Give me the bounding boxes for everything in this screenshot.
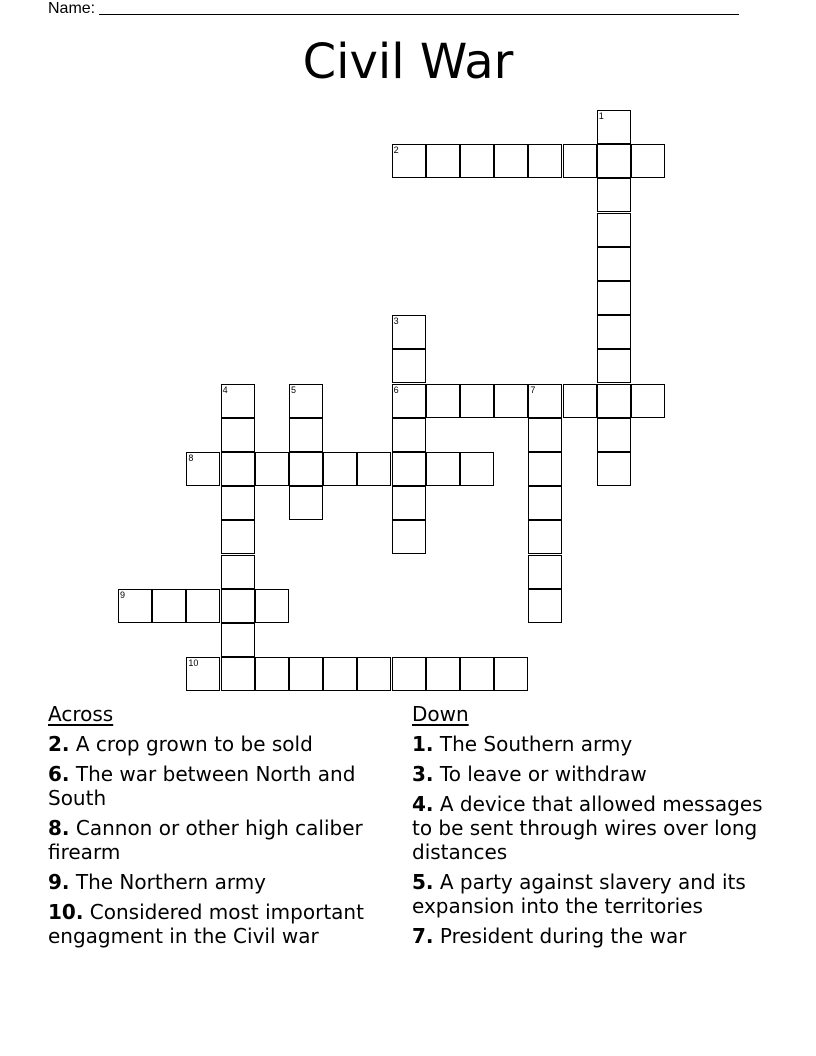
grid-cell[interactable] bbox=[460, 657, 494, 691]
clue-item-text: Considered most important engagment in the Civil war bbox=[48, 900, 364, 948]
grid-cell[interactable] bbox=[460, 144, 494, 178]
grid-cell[interactable] bbox=[392, 384, 426, 418]
puzzle-title: Civil War bbox=[302, 34, 514, 90]
grid-cell[interactable] bbox=[597, 281, 631, 315]
grid-cell[interactable] bbox=[289, 384, 323, 418]
grid-cell[interactable] bbox=[221, 520, 255, 554]
grid-cell[interactable] bbox=[392, 144, 426, 178]
across-heading: Across bbox=[48, 702, 114, 726]
clue-item-number: 3. bbox=[412, 762, 434, 786]
grid-cell[interactable] bbox=[528, 589, 562, 623]
grid-cell[interactable] bbox=[426, 384, 460, 418]
across-clue-list bbox=[48, 732, 398, 948]
grid-cell[interactable] bbox=[357, 657, 391, 691]
clue-item bbox=[412, 762, 782, 786]
grid-cell[interactable] bbox=[597, 384, 631, 418]
clue-number: 6 bbox=[393, 384, 399, 395]
clue-item-text: The Southern army bbox=[433, 732, 633, 756]
grid-cell[interactable] bbox=[392, 315, 426, 349]
grid-cell[interactable] bbox=[426, 657, 460, 691]
clue-number: 1 bbox=[598, 111, 604, 121]
grid-cell[interactable] bbox=[118, 589, 152, 623]
grid-cell[interactable] bbox=[528, 452, 562, 486]
grid-cell[interactable] bbox=[289, 452, 323, 486]
grid-cell[interactable] bbox=[255, 657, 289, 691]
grid-cell[interactable] bbox=[460, 452, 494, 486]
grid-cell[interactable] bbox=[597, 247, 631, 281]
grid-cell[interactable] bbox=[631, 384, 665, 418]
grid-cell[interactable] bbox=[631, 144, 665, 178]
across-clues bbox=[48, 702, 398, 954]
grid-cell[interactable] bbox=[255, 452, 289, 486]
clue-item-number: 7. bbox=[412, 924, 434, 948]
clue-number: 2 bbox=[393, 145, 399, 156]
clue-item bbox=[48, 870, 398, 894]
clue-item-number: 8. bbox=[48, 816, 70, 840]
clue-number: 8 bbox=[188, 453, 194, 463]
grid-cell[interactable] bbox=[186, 657, 220, 691]
grid-cell[interactable] bbox=[563, 144, 597, 178]
grid-cell[interactable] bbox=[186, 589, 220, 623]
grid-cell[interactable] bbox=[528, 555, 562, 589]
grid-cell[interactable] bbox=[221, 418, 255, 452]
grid-cell[interactable] bbox=[426, 452, 460, 486]
clue-item-text: President during the war bbox=[433, 924, 687, 948]
grid-cell[interactable] bbox=[221, 555, 255, 589]
clue-number: 7 bbox=[530, 384, 536, 395]
clue-item-text: The Northern army bbox=[69, 870, 267, 894]
clue-item bbox=[48, 762, 398, 810]
clue-item-number: 4. bbox=[412, 792, 434, 816]
grid-cell[interactable] bbox=[392, 418, 426, 452]
clue-item-number: 2. bbox=[48, 732, 70, 756]
grid-cell[interactable] bbox=[597, 144, 631, 178]
clue-item bbox=[48, 732, 398, 756]
grid-cell[interactable] bbox=[460, 384, 494, 418]
grid-cell[interactable] bbox=[528, 384, 562, 418]
grid-cell[interactable] bbox=[221, 657, 255, 691]
clue-item bbox=[48, 900, 398, 948]
clue-item bbox=[412, 870, 782, 918]
clue-item-number: 1. bbox=[412, 732, 434, 756]
grid-cell[interactable] bbox=[392, 657, 426, 691]
grid-cell[interactable] bbox=[563, 384, 597, 418]
clue-item-number: 10. bbox=[48, 900, 84, 924]
grid-cell[interactable] bbox=[392, 486, 426, 520]
grid-cell[interactable] bbox=[597, 178, 631, 212]
clue-item bbox=[412, 924, 782, 948]
grid-cell[interactable] bbox=[323, 452, 357, 486]
clue-item-text: To leave or withdraw bbox=[433, 762, 647, 786]
grid-cell[interactable] bbox=[357, 452, 391, 486]
down-clue-list bbox=[412, 732, 782, 948]
grid-cell[interactable] bbox=[597, 110, 631, 144]
grid-cell[interactable] bbox=[221, 589, 255, 623]
clue-item-text: The war between North and South bbox=[48, 762, 356, 810]
grid-cell[interactable] bbox=[289, 486, 323, 520]
grid-cell[interactable] bbox=[221, 384, 255, 418]
name-label: Name: bbox=[48, 0, 96, 17]
grid-cell[interactable] bbox=[597, 315, 631, 349]
grid-cell[interactable] bbox=[528, 418, 562, 452]
grid-cell[interactable] bbox=[426, 144, 460, 178]
clue-item-number: 9. bbox=[48, 870, 70, 894]
grid-cell[interactable] bbox=[323, 657, 357, 691]
clue-item-text: A device that allowed messages to be sent through wires over long distances bbox=[412, 792, 763, 864]
grid-cell[interactable] bbox=[221, 452, 255, 486]
grid-cell[interactable] bbox=[494, 384, 528, 418]
clue-item-number: 5. bbox=[412, 870, 434, 894]
grid-cell[interactable] bbox=[494, 657, 528, 691]
grid-cell[interactable] bbox=[597, 349, 631, 383]
grid-cell[interactable] bbox=[597, 452, 631, 486]
down-heading: Down bbox=[412, 702, 469, 726]
down-clues bbox=[412, 702, 782, 954]
clue-number: 9 bbox=[120, 589, 126, 600]
grid-cell[interactable] bbox=[597, 418, 631, 452]
clue-item-text: A party against slavery and its expansion into the territories bbox=[412, 870, 746, 918]
clue-item bbox=[48, 816, 398, 864]
clue-item bbox=[412, 732, 782, 756]
grid-cell[interactable] bbox=[597, 213, 631, 247]
grid-cell[interactable] bbox=[152, 589, 186, 623]
grid-cell[interactable] bbox=[255, 589, 289, 623]
clue-number: 5 bbox=[291, 384, 297, 395]
clue-number: 3 bbox=[393, 316, 399, 327]
grid-cell[interactable] bbox=[528, 486, 562, 520]
clue-item bbox=[412, 792, 782, 864]
grid-cell[interactable] bbox=[392, 452, 426, 486]
grid-cell[interactable] bbox=[221, 623, 255, 657]
clue-item-text: A crop grown to be sold bbox=[69, 732, 313, 756]
grid-cell[interactable] bbox=[494, 144, 528, 178]
grid-cell[interactable] bbox=[186, 452, 220, 486]
grid-cell[interactable] bbox=[528, 520, 562, 554]
clue-item-text: Cannon or other high caliber firearm bbox=[48, 816, 363, 864]
grid-cell[interactable] bbox=[289, 657, 323, 691]
clue-number: 4 bbox=[222, 384, 228, 395]
grid-cell[interactable] bbox=[392, 349, 426, 383]
grid-cell[interactable] bbox=[392, 520, 426, 554]
grid-cell[interactable] bbox=[289, 418, 323, 452]
clue-item-number: 6. bbox=[48, 762, 70, 786]
grid-cell[interactable] bbox=[528, 144, 562, 178]
clue-number: 10 bbox=[188, 658, 199, 669]
grid-cell[interactable] bbox=[221, 486, 255, 520]
